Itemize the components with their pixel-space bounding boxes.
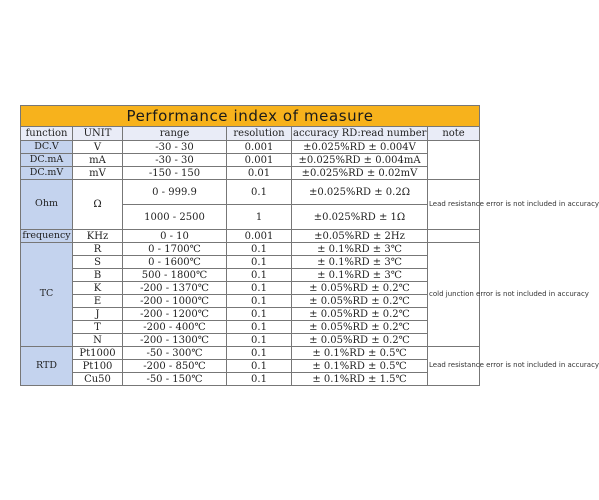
range-cell: -200 - 1300℃: [123, 334, 227, 347]
accuracy-cell: ± 0.1%RD ± 0.5℃: [292, 360, 428, 373]
range-cell: 0 - 1600℃: [123, 256, 227, 269]
accuracy-cell: ±0.025%RD ± 0.004mA: [292, 154, 428, 167]
accuracy-cell: ± 0.1%RD ± 3℃: [292, 243, 428, 256]
unit-cell: B: [73, 269, 123, 282]
header-function: function: [21, 127, 73, 141]
unit-cell: K: [73, 282, 123, 295]
table-title: Performance index of measure: [21, 106, 480, 127]
range-cell: -200 - 1370℃: [123, 282, 227, 295]
resolution-cell: 0.1: [227, 295, 292, 308]
resolution-cell: 0.1: [227, 256, 292, 269]
range-cell: -30 - 30: [123, 141, 227, 154]
table-row: [21, 373, 480, 386]
function-cell-frequency: frequency: [22, 229, 71, 241]
unit-cell: N: [73, 334, 123, 347]
rtd-note: Lead resistance error is not included in accuracy: [428, 347, 480, 386]
table-row: [21, 256, 480, 269]
resolution-cell: 0.1: [227, 334, 292, 347]
table-row: [21, 230, 480, 243]
table-row: [21, 295, 480, 308]
range-cell: -200 - 1200℃: [123, 308, 227, 321]
header-range: range: [123, 127, 227, 141]
unit-cell: J: [73, 308, 123, 321]
range-cell: 500 - 1800℃: [123, 269, 227, 282]
accuracy-cell: ± 0.05%RD ± 0.2℃: [292, 334, 428, 347]
accuracy-cell: ± 0.1%RD ± 1.5℃: [292, 373, 428, 386]
table-row: [21, 347, 480, 360]
table-row: [21, 334, 480, 347]
range-cell: -50 - 300℃: [123, 347, 227, 360]
table-row: [21, 282, 480, 295]
function-cell: DC.V: [21, 141, 73, 154]
accuracy-cell: ±0.025%RD ± 1Ω: [292, 205, 428, 230]
accuracy-cell: ± 0.1%RD ± 0.5℃: [292, 347, 428, 360]
accuracy-cell: ± 0.1%RD ± 3℃: [292, 269, 428, 282]
accuracy-cell: ± 0.05%RD ± 0.2℃: [292, 321, 428, 334]
resolution-cell: 0.1: [227, 373, 292, 386]
range-cell: -200 - 400℃: [123, 321, 227, 334]
function-cell-rtd: RTD: [21, 347, 73, 386]
range-cell: -30 - 30: [123, 154, 227, 167]
table-row: [21, 180, 480, 205]
note-cell-empty: [428, 141, 480, 180]
accuracy-cell: ±0.05%RD ± 2Hz: [292, 230, 428, 243]
resolution-cell: 0.1: [227, 180, 292, 205]
range-cell: 0 - 1700℃: [123, 243, 227, 256]
ohm-note: Lead resistance error is not included in accuracy: [428, 180, 480, 230]
resolution-cell: 0.1: [227, 347, 292, 360]
unit-cell: Cu50: [73, 373, 123, 386]
resolution-cell: 0.001: [227, 230, 292, 243]
range-cell: 0 - 999.9: [123, 180, 227, 205]
unit-cell: V: [73, 141, 123, 154]
header-note: note: [428, 127, 480, 141]
accuracy-cell: ± 0.05%RD ± 0.2℃: [292, 295, 428, 308]
resolution-cell: 0.1: [227, 360, 292, 373]
accuracy-cell: ± 0.05%RD ± 0.2℃: [292, 282, 428, 295]
resolution-cell: 1: [227, 205, 292, 230]
range-cell: 0 - 10: [123, 230, 227, 243]
header-resolution: resolution: [227, 127, 292, 141]
resolution-cell: 0.001: [227, 154, 292, 167]
unit-cell: E: [73, 295, 123, 308]
accuracy-cell: ± 0.1%RD ± 3℃: [292, 256, 428, 269]
range-cell: -200 - 1000℃: [123, 295, 227, 308]
table-row: [21, 141, 480, 154]
table-row: [21, 154, 480, 167]
unit-cell-ohm: Ω: [73, 180, 123, 230]
note-cell-empty: [428, 230, 480, 243]
unit-cell: KHz: [73, 230, 123, 243]
unit-cell: mA: [73, 154, 123, 167]
unit-cell: Pt1000: [73, 347, 123, 360]
table-row: [21, 360, 480, 373]
unit-cell: R: [73, 243, 123, 256]
performance-table: [20, 105, 599, 386]
accuracy-cell: ±0.025%RD ± 0.02mV: [292, 167, 428, 180]
accuracy-cell: ±0.025%RD ± 0.004V: [292, 141, 428, 154]
range-cell: -200 - 850℃: [123, 360, 227, 373]
range-cell: -150 - 150: [123, 167, 227, 180]
range-cell: 1000 - 2500: [123, 205, 227, 230]
tc-note: cold junction error is not included in accuracy: [428, 243, 480, 347]
resolution-cell: 0.1: [227, 308, 292, 321]
table-row: [21, 167, 480, 180]
function-cell: DC.mV: [21, 167, 73, 180]
header-row: [21, 127, 480, 141]
table-row: [21, 321, 480, 334]
header-accuracy: accuracy RD:read number: [293, 128, 427, 139]
accuracy-cell: ±0.025%RD ± 0.2Ω: [292, 180, 428, 205]
unit-cell: T: [73, 321, 123, 334]
function-cell-ohm: Ohm: [21, 180, 73, 230]
unit-cell: mV: [73, 167, 123, 180]
header-unit: UNIT: [73, 127, 123, 141]
table-row: [21, 308, 480, 321]
resolution-cell: 0.1: [227, 282, 292, 295]
accuracy-cell: ± 0.05%RD ± 0.2℃: [292, 308, 428, 321]
unit-cell: Pt100: [73, 360, 123, 373]
range-cell: -50 - 150℃: [123, 373, 227, 386]
resolution-cell: 0.01: [227, 167, 292, 180]
resolution-cell: 0.1: [227, 269, 292, 282]
unit-cell: S: [73, 256, 123, 269]
resolution-cell: 0.001: [227, 141, 292, 154]
function-cell-tc: TC: [21, 243, 73, 347]
table-row: [21, 243, 480, 256]
function-cell: DC.mA: [21, 154, 73, 167]
resolution-cell: 0.1: [227, 243, 292, 256]
resolution-cell: 0.1: [227, 321, 292, 334]
table-row: [21, 269, 480, 282]
